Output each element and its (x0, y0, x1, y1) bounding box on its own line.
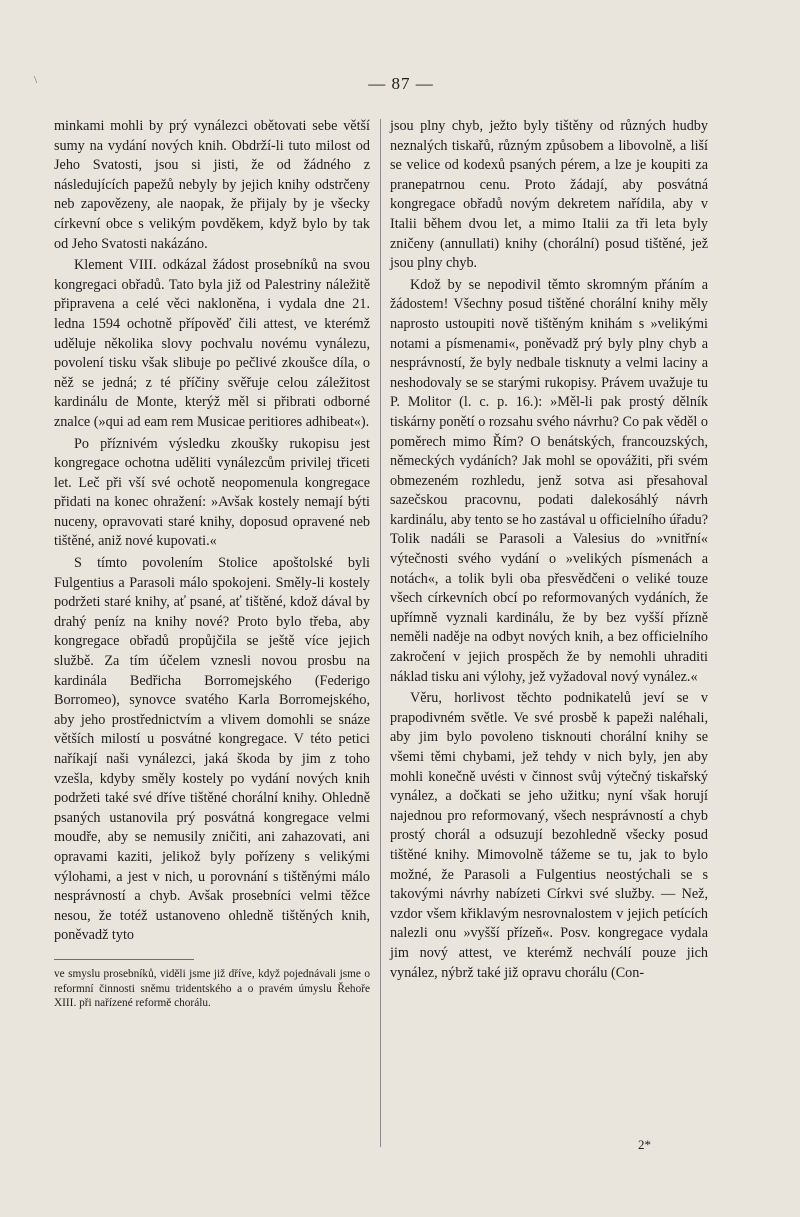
page-number: — 87 — (368, 74, 434, 93)
right-column (390, 117, 708, 985)
paragraph: S tímto povolením Stolice apoštolské byli Fulgentius a Parasoli málo spokojeni. Směly-li kostely podržeti staré knihy, ať psané, ať tištěné, kdož dával by drahý peníz na knihy nové? Proto bylo třeba, aby kongregace obřadů propůjčila se ještě více jejich službě. Za tím účelem vznesli novou prosbu na kardinála Bedřicha Borromejského (Federigo Borromeo), synovce svatého Karla Borromejského, aby jeho prostřednictvím a vlivem domohli se snáze větších milostí u posvátné kongregace. V této petici naříkají naši vynálezci, jaká škoda by jim z toho vzešla, kdyby směly kostely po vydání nových knih podržeti také své dříve tištěné chorální knihy. Ohledně psaných ustanovila prý posvátná kongregace velmi moudře, aby se nemusily zničiti, ani zahazovati, ani opravami kaziti, jelikož byly pořízeny s velikými výlohami, a jest v nich, u porovnání s tištěnými málo nesprávností a chyb. Avšak prosebníci velmi těžce nesou, že totéž ustanoveno ohledně tištěných knih, poněvadž tyto (54, 555, 370, 944)
paragraph: Klement VIII. odkázal žádost prosebníků na svou kongregaci obřadů. Tato byla již od Palestriny náležitě připravena a celé věci nakloněna, i vydala dne 21. ledna 1594 ochotně přípověď čili attest, ve kterémž uděluje několika slovy pochvalu novému vynálezu, povolení tisku však slibuje po pečlivé zkoušce díla, o něž se jedná; z té příčiny svěřuje celou záležitost kardinálu de Monte, kterýž měl si přibrati odborné znalce (»qui ad eam rem Musicae peritiores adhibeat«). (54, 257, 370, 430)
left-column (54, 117, 370, 1011)
footnote: ve smyslu prosebníků, viděli jsme již dříve, když pojednávali jsme o reformní činnosti sněmu tridentského a o pravém úmyslu Řehoře XIII. při nařízené reformě chorálu. (54, 967, 370, 1010)
paragraph: Po příznivém výsledku zkoušky rukopisu jest kongregace ochotna uděliti vynálezcům privilej třiceti let. Leč při vší své ochotě neopomenula kongregace přidati na konec ohražení: »Avšak kostely nemají býti nuceny, opravovati staré knihy, doposud opravené neb tištěné, aniž nové kupovati.« (54, 435, 370, 550)
footnote-divider (54, 959, 194, 960)
paragraph: jsou plny chyb, ježto byly tištěny od různých hudby neznalých tiskařů, různým způsobem a libovolně, a liší se velice od kodexů psaných pérem, a lze je koupiti za pranepatrnou cenu. Proto žádají, aby posvátná kongregace obřadů novým dekretem nařídila, aby v Italii během dvou let, a mimo Italii za tři leta byly zničeny (annullati) knihy (chorální) posud tištěné, jež jsou plny chyb. (390, 118, 708, 272)
stray-mark: \ (34, 74, 38, 86)
paragraph: Věru, horlivost těchto podnikatelů jeví se v prapodivném světle. Ve své prosbě k papeži naléhali, aby jim bylo povoleno tisknouti chorální knihy se všemi těmi chybami, jež tehdy v nich byly, jen aby mohli konečně uvésti v činnost svůj výtečný tiskařský vynález, a dočkati se jeho užitku; nyní však horují najednou pro reformovaný, všech nesprávností a chyb prostý chorál a odsuzují bezohledně všecky posud tištěné knihy. Mimovolně tážeme se tu, jak to bylo možné, že Parasoli a Fulgentius neostýchali se s takovými návrhy nabízeti Církvi své služby. — Než, vzdor všem křiklavým nesrovnalostem v jejich petících nalezli onu »vyšší přízeň«. Posv. kongregace vydala jim nový attest, ve kterémž nechválí pouze jich vynález, nýbrž také již opravu chorálu (Con- (390, 690, 708, 981)
paragraph: Kdož by se nepodivil těmto skromným přáním a žádostem! Všechny posud tištěné chorální knihy měly naprosto ustoupiti nově tištěným knihám s »velikými notami a písmenami«, poněvadž prý byly plny chyb a nesprávností, že byly nedbale tisknuty a velmi laciny a neshodovaly se se starými rukopisy. Právem uvažuje tu P. Molitor (l. c. p. 16.): »Měl-li pak prostý dělník tiskárny ponětí o rozsahu svého návrhu? Co pak věděl o poměrech mimo Řím? O benátských, francouzských, německých vydáních? Jak mohl se opovážiti, při svém obmezeném rozhledu, jenž sotva asi přesahoval sazečskou pracovnu, podati dalekosáhlý návrh kardinálu, aby tento se ho zastával u officielního úřadu? Tolik nadáli se Parasoli a Valesius do »vnitřní« výtečnosti svého vydání o »velikých písmenách a notách«, a tolik byli oba přesvědčeni o veliké touze všech církevních obcí po reformovaných vydáních, že upřímně vyznali kardinálu, že by bez vyšší přízně neměli naděje na odbyt nových knih, a bez officielního zakročení v jejich prospěch že by nemohli uhraditi náklad tisku ani výlohy, jež vyžadoval nový vynález.« (390, 276, 708, 685)
paragraph: minkami mohli by prý vynálezci obětovati sebe větší sumy na vydání nových knih. Obdrží-li tuto milost od Jeho Svatosti, jsou si jisti, že od žádného z následujících papežů nebyly by jejich knihy odstrčeny neb zapovězeny, ale naopak, že přijaly by je všecky církevní obce s velikým povděkem, když bylo by tak od Jeho Svatosti nakázáno. (54, 118, 370, 252)
signature-mark: 2* (638, 1137, 651, 1152)
column-divider (380, 119, 381, 1147)
